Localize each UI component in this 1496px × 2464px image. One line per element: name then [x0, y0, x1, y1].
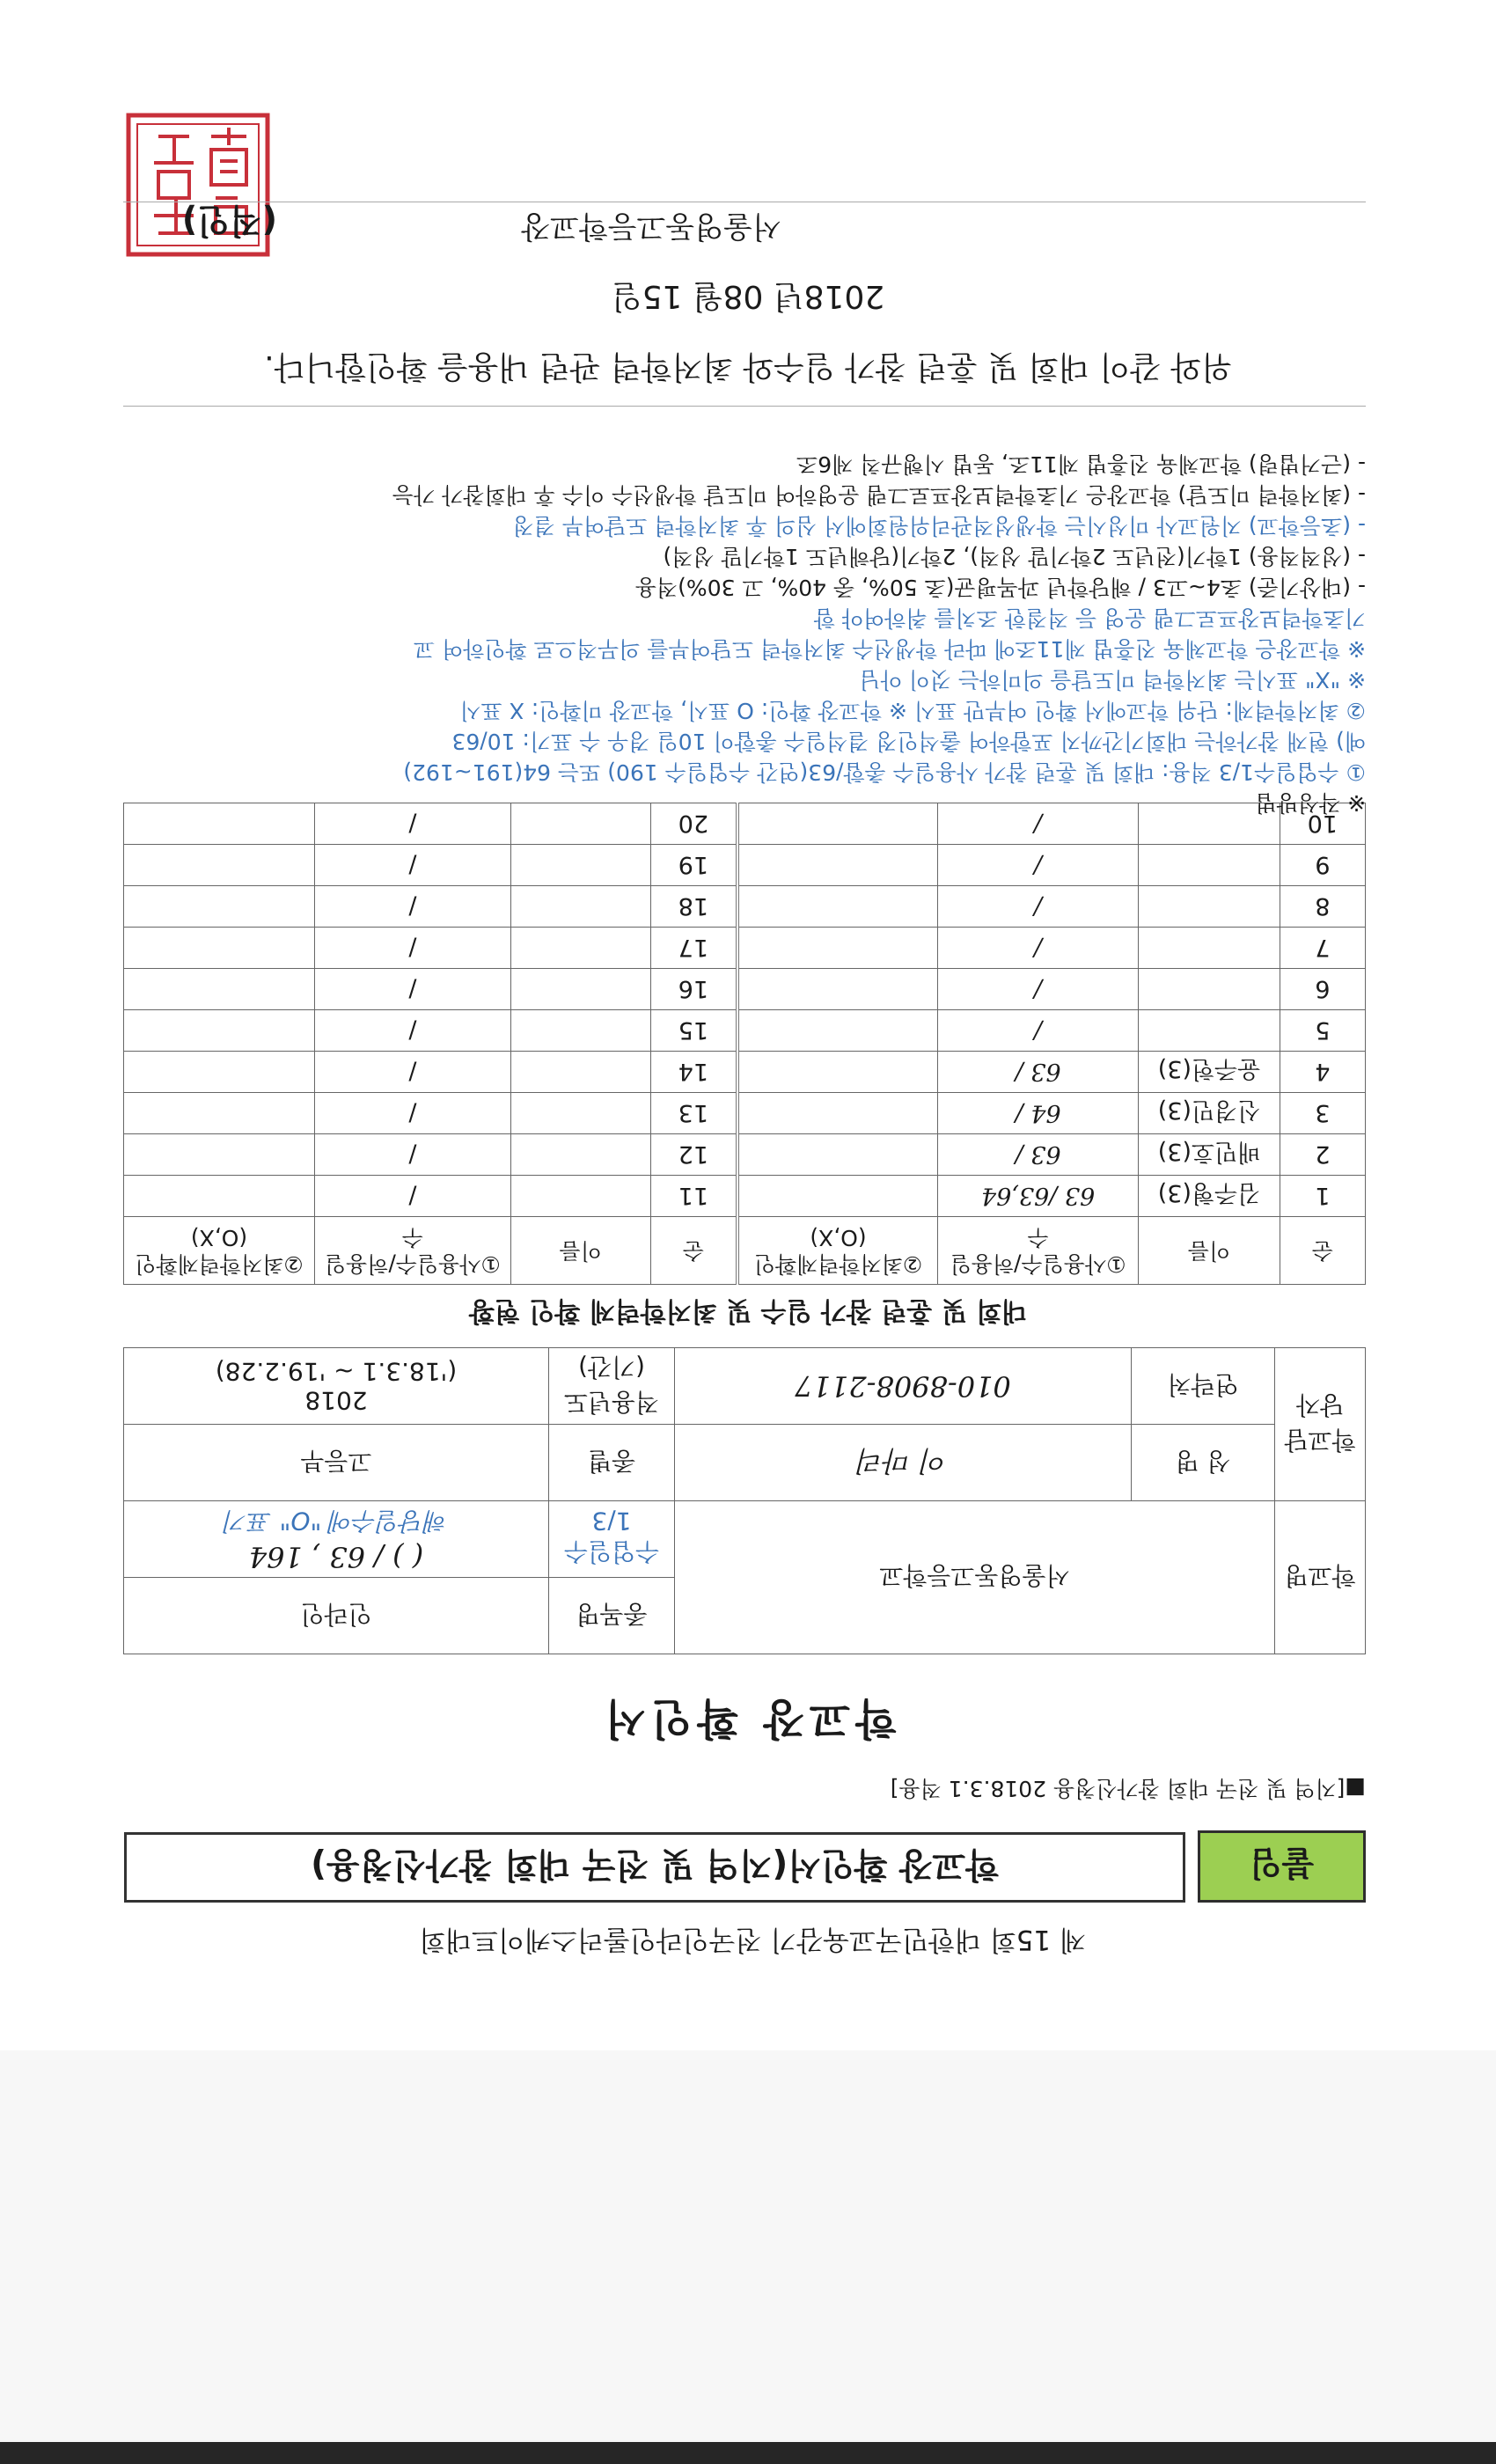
instruction-line: - (초등학교) 지원교사 미성시는 학생성적관리위원회에서 심의 후 최저학력 도달여부 결정: [512, 513, 1366, 539]
row-check-right: [124, 886, 315, 928]
row-name: 윤주헌(3): [1139, 1052, 1280, 1093]
row-days-right: /: [315, 803, 511, 845]
teacher-label: 학교담당자: [1275, 1348, 1366, 1501]
seal-label: (직인): [181, 202, 277, 240]
header-no: 순: [1280, 1217, 1365, 1285]
row-days-right: /: [315, 1093, 511, 1134]
row-no-right: 19: [650, 845, 737, 886]
row-check-right: [124, 928, 315, 969]
name-label: 성 명: [1132, 1425, 1275, 1501]
row-days-right: /: [315, 886, 511, 928]
divider: [123, 406, 1366, 407]
row-no-right: 20: [650, 803, 737, 845]
row-days: 63 /63,64: [938, 1176, 1139, 1217]
lesson-value: ( ) / 63 , 164: [248, 1540, 424, 1573]
row-days: 63 /: [938, 1052, 1139, 1093]
writing-instructions: [123, 449, 1366, 818]
header-check: ②최저학력제확인(O,X): [737, 1217, 937, 1285]
banner: [123, 1832, 1366, 1903]
instruction-line: - (성적적용) 1학기(전년도 2학기말 성적), 2학기(당해년도 1학기말 성적): [663, 544, 1366, 569]
table-row: [124, 1010, 1366, 1052]
row-no-right: 14: [650, 1052, 737, 1093]
row-days-right: /: [315, 1052, 511, 1093]
row-no: 5: [1280, 1010, 1365, 1052]
row-check-right: [124, 845, 315, 886]
row-name-right: [510, 1010, 650, 1052]
row-no-right: 18: [650, 886, 737, 928]
row-no-right: 15: [650, 1010, 737, 1052]
row-days: 64 /: [938, 1093, 1139, 1134]
instruction-line: ※ 학교장은 학교체육 진흥법 제11조에 따라 학생선수 최저학력 도달여부를 의무적으로 확인하여 교: [413, 636, 1366, 662]
instruction-line: ② 최저학력제: 단위 학교에서 확인 여부만 표시 ※ 학교장 확인: O 표시, 학교장 미확인: X 표시: [459, 698, 1366, 723]
row-check: [737, 1176, 937, 1217]
table-row: [124, 1052, 1366, 1093]
row-check: [737, 1010, 937, 1052]
row-no: 9: [1280, 845, 1365, 886]
row-check-right: [124, 1134, 315, 1176]
row-check: [737, 969, 937, 1010]
school-label: 학교명: [1275, 1501, 1366, 1654]
instruction-line: - (대상기준) 초4~고3 / 해당학년 과목평균(초 50%, 중 40%, 고 30%)적용: [634, 575, 1366, 600]
row-days-right: /: [315, 1134, 511, 1176]
header-days-right: ①사용일수/허용일수: [315, 1217, 511, 1285]
row-name-right: [510, 1093, 650, 1134]
event-value: 인라인: [124, 1578, 549, 1654]
row-name-right: [510, 928, 650, 969]
row-no-right: 17: [650, 928, 737, 969]
grade-value: 고등부: [124, 1425, 549, 1501]
row-name-right: [510, 1052, 650, 1093]
row-days: /: [938, 845, 1139, 886]
row-days: /: [938, 1010, 1139, 1052]
instruction-line: - (근거법령) 학교체육 진흥법 제11조, 동법 시행규칙 제6조: [796, 451, 1366, 477]
name-value: 이 마리: [675, 1425, 1132, 1501]
competition-title: 제 15회 대한민국교육감기 전국인라인롤러스케이트대회: [419, 1924, 1086, 1955]
instruction-line: 예) 현재 참가하는 대회기간까지 포함하여 출석인정 결석일수 총합이 10일 경우 수 표기: 10/63: [451, 729, 1366, 754]
row-check: [737, 886, 937, 928]
banner-title: 학교장 확인서(지역 및 전국 대회 참가신청용): [124, 1832, 1185, 1903]
row-no: 8: [1280, 886, 1365, 928]
lesson-ratio: 1/3: [591, 1507, 632, 1536]
row-days-right: /: [315, 928, 511, 969]
instruction-line: 기초학력보장프로그램 운영 등 적절한 조치를 취하여야 함: [813, 605, 1366, 631]
instruction-line: - (최저학력 미도달) 학교장은 기초학력보장프로그램 운영하여 미도달 학생선수 이수 후 대회참가 가능: [392, 482, 1366, 508]
row-name: [1139, 928, 1280, 969]
period-label: 적용년도(기간): [549, 1348, 675, 1425]
row-days-right: /: [315, 969, 511, 1010]
row-no: 10: [1280, 803, 1365, 845]
row-check: [737, 1052, 937, 1093]
row-check-right: [124, 1052, 315, 1093]
row-check: [737, 1093, 937, 1134]
row-days-right: /: [315, 1010, 511, 1052]
header-days: ①사용일수/허용일수: [938, 1217, 1139, 1285]
row-check-right: [124, 1093, 315, 1134]
period-year: 2018: [304, 1386, 368, 1415]
row-name: [1139, 969, 1280, 1010]
header-no-right: 순: [650, 1217, 737, 1285]
row-no-right: 12: [650, 1134, 737, 1176]
instruction-line: ※ 작성방법: [1255, 790, 1366, 816]
row-check-right: [124, 1010, 315, 1052]
period-range: ('18.3.1 ~ '19.2.28): [215, 1357, 458, 1386]
header-name: 이름: [1139, 1217, 1280, 1285]
row-no-right: 16: [650, 969, 737, 1010]
contact-label: 연락처: [1132, 1348, 1275, 1425]
principal-signature: 서울영동고등학교장: [521, 209, 781, 244]
row-name-right: [510, 845, 650, 886]
school-value: 서울영동고등학교: [675, 1501, 1275, 1654]
row-name: 신경민(3): [1139, 1093, 1280, 1134]
lesson-value-cell: [124, 1501, 549, 1578]
row-check: [737, 928, 937, 969]
table-header-row: [124, 1217, 1366, 1285]
row-name: 김주형(3): [1139, 1176, 1280, 1217]
row-no: 4: [1280, 1052, 1365, 1093]
row-days: /: [938, 969, 1139, 1010]
lesson-label: 수업일수: [563, 1537, 660, 1567]
row-name: [1139, 886, 1280, 928]
confirmation-text: 위와 같이 대회 및 훈련 참가 일수와 최저학력 관련 내용을 확인합니다.: [264, 348, 1232, 385]
row-name-right: [510, 969, 650, 1010]
event-label: 종목명: [549, 1578, 675, 1654]
lesson-note: 해당일수에 "O" 표기: [224, 1507, 449, 1536]
row-no: 1: [1280, 1176, 1365, 1217]
row-days: /: [938, 803, 1139, 845]
table-row: [124, 886, 1366, 928]
row-no-right: 13: [650, 1093, 737, 1134]
table-row: [124, 1176, 1366, 1217]
scan-dark-edge: [0, 2442, 1496, 2464]
row-check: [737, 845, 937, 886]
row-days: 63 /: [938, 1134, 1139, 1176]
instruction-line: ① 수업일수1/3 적용: 대회 및 훈련 참가 사용일수 총합/63(연간 수업일수 190) 또는 64(191~192): [403, 759, 1366, 785]
table-row: [124, 1093, 1366, 1134]
instruction-line: ※ "X" 표시는 최저학력 미도달을 의미하는 것이 아님: [859, 667, 1366, 693]
row-days: /: [938, 928, 1139, 969]
header-name-right: 이름: [510, 1217, 650, 1285]
issue-date: 2018년 08월 15일: [611, 278, 885, 314]
grade-label: 종별: [549, 1425, 675, 1501]
row-no: 6: [1280, 969, 1365, 1010]
period-value-cell: [124, 1348, 549, 1425]
table-row: [124, 845, 1366, 886]
row-no: 7: [1280, 928, 1365, 969]
row-name-right: [510, 1176, 650, 1217]
row-name: 배민호(3): [1139, 1134, 1280, 1176]
participation-table-caption: 대회 및 훈련 참가 일수 및 최저학력제 확인 현황: [468, 1295, 1028, 1326]
row-no-right: 11: [650, 1176, 737, 1217]
row-name-right: [510, 886, 650, 928]
participation-table: [123, 803, 1366, 1285]
row-name: [1139, 845, 1280, 886]
table-row: [124, 969, 1366, 1010]
lesson-label-cell: [549, 1501, 675, 1578]
scan-background-strip: [0, 2050, 1496, 2464]
contact-value: 010-8908-2117: [675, 1348, 1132, 1425]
attachment-badge: 붙임: [1198, 1830, 1366, 1903]
row-name: [1139, 1010, 1280, 1052]
row-no: 2: [1280, 1134, 1365, 1176]
row-check-right: [124, 1176, 315, 1217]
table-row: [124, 928, 1366, 969]
school-info-table: [123, 1347, 1366, 1654]
row-name-right: [510, 1134, 650, 1176]
row-no: 3: [1280, 1093, 1365, 1134]
application-note: ■[지역 및 전국 대회 참가신청용 2018.3.1 적용]: [890, 1776, 1366, 1801]
form-title: 학교장 확인서: [599, 1694, 897, 1743]
row-days: /: [938, 886, 1139, 928]
table-row: [124, 1134, 1366, 1176]
header-check-right: ②최저학력제확인(O,X): [124, 1217, 315, 1285]
row-check: [737, 1134, 937, 1176]
row-days-right: /: [315, 1176, 511, 1217]
row-check-right: [124, 969, 315, 1010]
row-days-right: /: [315, 845, 511, 886]
